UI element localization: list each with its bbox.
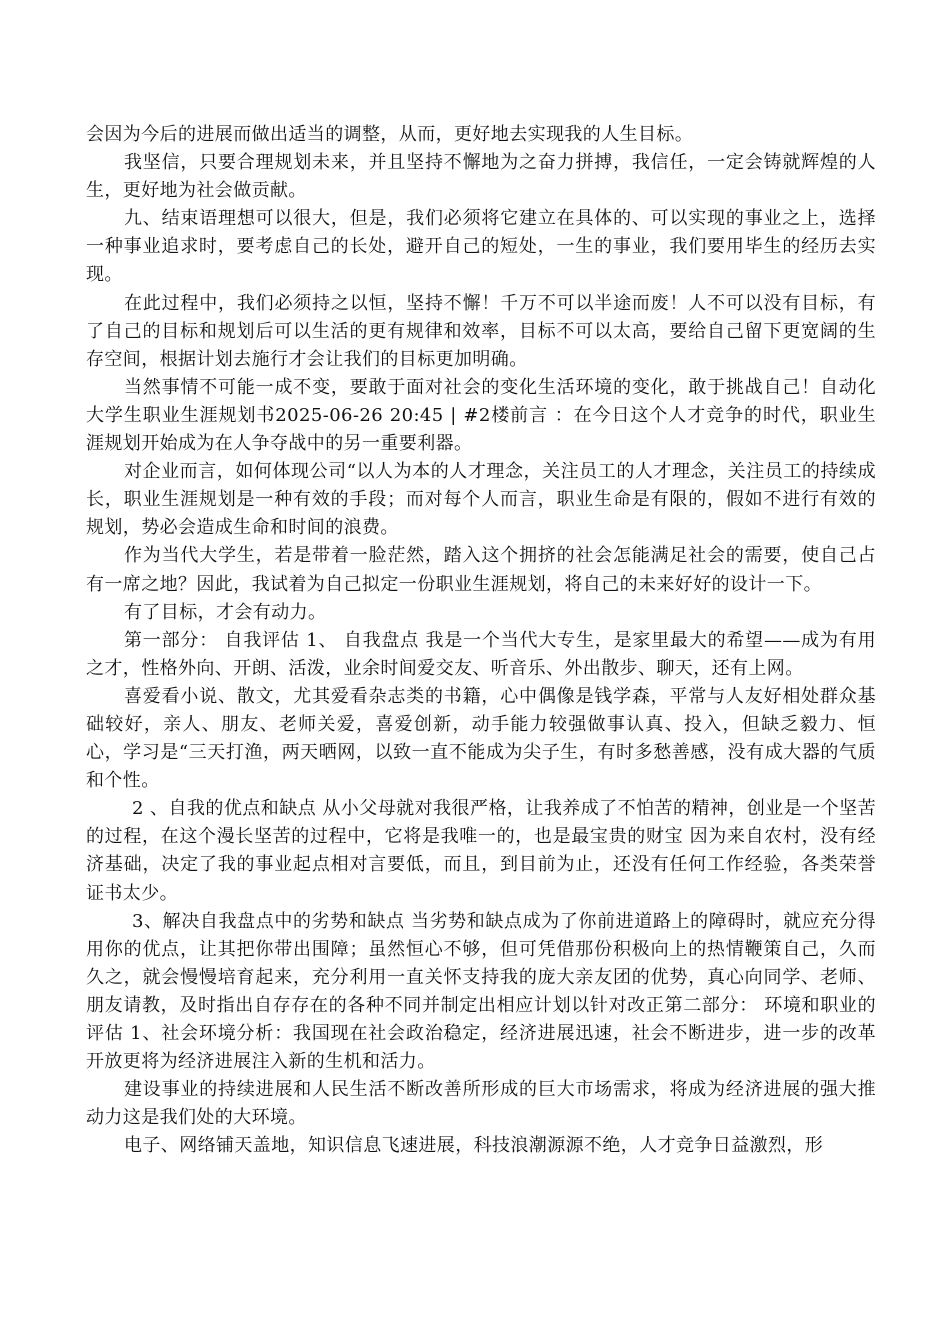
- paragraph-4: 在此过程中，我们必须持之以恒，坚持不懈！千万不可以半途而废！人不可以没有目标，有了自己的目标和规划后可以生活的更有规律和效率，目标不可以太高，要给自己留下更宽阔的生存空间，根据计划去施行才会让我们的目标更加明确。: [86, 292, 876, 370]
- paragraph-12: 3、解决自我盘点中的劣势和缺点 当劣势和缺点成为了你前进道路上的障碍时，就应充分得用你的优点，让其把你带出围障；虽然恒心不够，但可凭借那份积极向上的热情鞭策自己，久而久之，就会慢慢培育起来，充分利用一直关怀支持我的庞大亲友团的优势，真心向同学、老师、朋友请教，及时指出自存存在的各种不同并制定出相应计划以针对改正第二部分： 环境和职业的评估 1、社会环境分析：我国现在社会政治稳定，经济进展迅速，社会不断进步，进一步的改革开放更将为经济进展注入新的生机和活力。: [86, 910, 876, 1073]
- paragraph-7: 作为当代大学生，若是带着一脸茫然，踏入这个拥挤的社会怎能满足社会的需要，使自己占有一席之地？因此，我试着为自己拟定一份职业生涯规划，将自己的未来好好的设计一下。: [86, 545, 876, 595]
- paragraph-6: 对企业而言，如何体现公司“以人为本的人才理念，关注员工的人才理念，关注员工的持续成长，职业生涯规划是一种有效的手段；而对每个人而言，职业生命是有限的，假如不进行有效的规划，势必会造成生命和时间的浪费。: [86, 461, 876, 539]
- paragraph-2: 我坚信，只要合理规划未来，并且坚持不懈地为之奋力拼搏，我信任，一定会铸就辉煌的人生，更好地为社会做贡献。: [86, 152, 876, 202]
- paragraph-14: 电子、网络铺天盖地，知识信息飞速进展，科技浪潮源源不绝，人才竞争日益激烈，形: [124, 1135, 824, 1157]
- paragraph-1: 会因为今后的进展而做出适当的调整，从而，更好地去实现我的人生目标。: [86, 124, 694, 145]
- paragraph-3: 九、结束语理想可以很大，但是，我们必须将它建立在具体的、可以实现的事业之上，选择一种事业追求时，要考虑自己的长处，避开自己的短处，一生的事业，我们要用毕生的经历去实现。: [86, 208, 876, 286]
- paragraph-5: 当然事情不可能一成不变，要敢于面对社会的变化生活环境的变化，敢于挑战自己！自动化 大学生职业生涯规划书2025-06-26 20:45 | #2楼前言 ：在今日这个人才竞争的时代，职业生涯规划开始成为在人争夺战中的另一重要利器。: [86, 376, 876, 455]
- paragraph-8: 有了目标，才会有动力。: [124, 601, 327, 623]
- paragraph-9: 第一部分： 自我评估 1、 自我盘点 我是一个当代大专生，是家里最大的希望——成为有用之才，性格外向、开朗、活泼，业余时间爱交友、听音乐、外出散步、聊天，还有上网。: [86, 629, 876, 679]
- paragraph-10: 喜爱看小说、散文，尤其爱看杂志类的书籍，心中偶像是钱学森，平常与人友好相处群众基础较好，亲人、朋友、老师关爱，喜爱创新，动手能力较强做事认真、投入，但缺乏毅力、恒心，学习是“三天打渔，两天晒网，以致一直不能成为尖子生，有时多愁善感，没有成大器的气质和个性。: [86, 685, 876, 792]
- paragraph-11: 2 、自我的优点和缺点 从小父母就对我很严格，让我养成了不怕苦的精神，创业是一个坚苦的过程，在这个漫长坚苦的过程中，它将是我唯一的，也是最宝贵的财宝 因为来自农村，没有经济基础，决定了我的事业起点相对言要低，而且，到目前为止，还没有任何工作经验，各类荣誉证书太少。: [86, 798, 876, 904]
- document-page: [86, 121, 876, 1160]
- paragraph-13: 建设事业的持续进展和人民生活不断改善所形成的巨大市场需求，将成为经济进展的强大推动力这是我们处的大环境。: [86, 1079, 876, 1129]
